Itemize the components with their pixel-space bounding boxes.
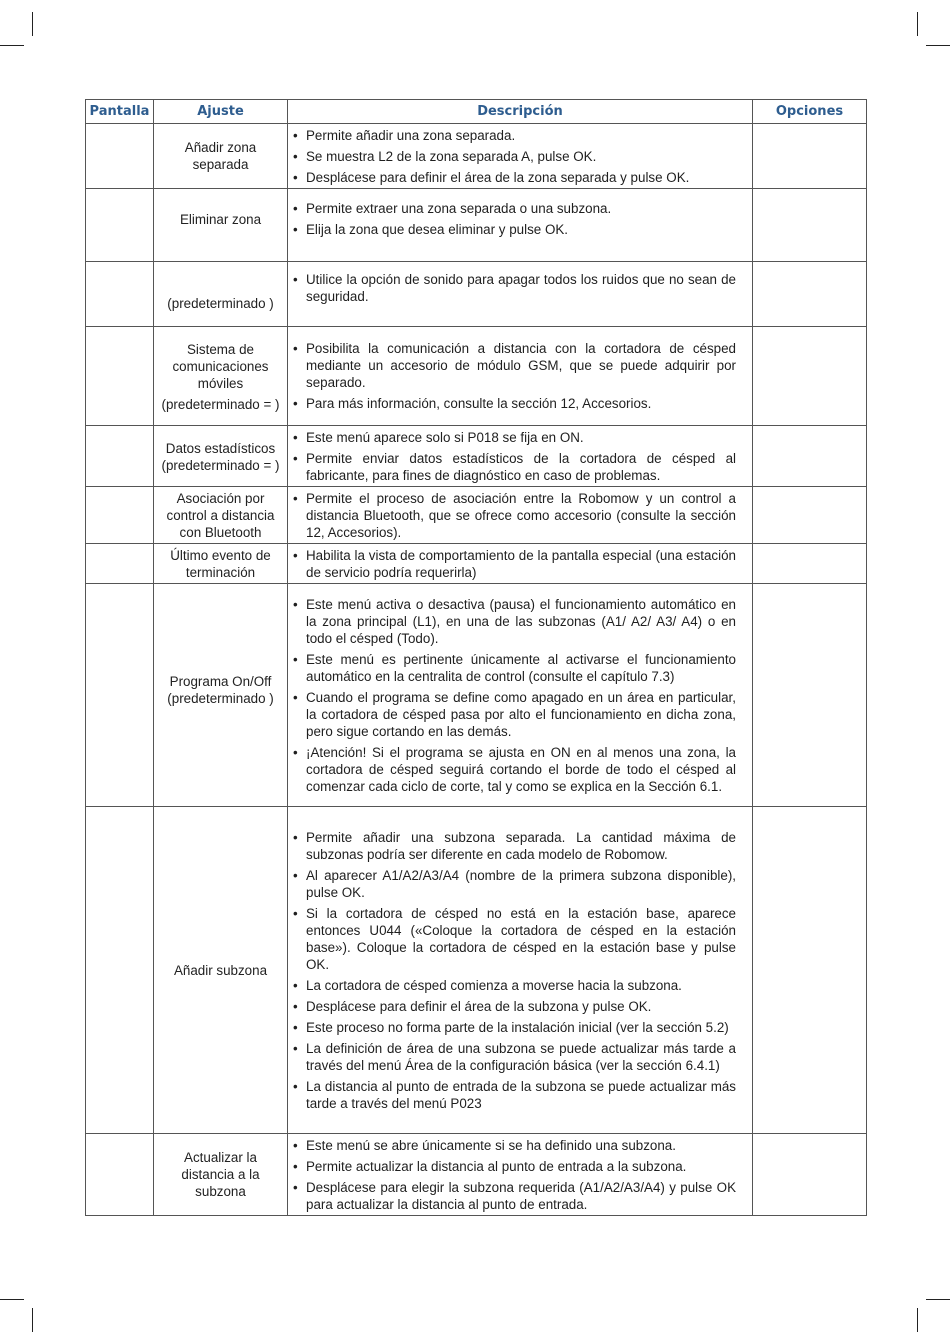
description-bullet: • Desplácese para definir el área de la zona separada y pulse OK. xyxy=(293,169,736,186)
description-bullet: • La cortadora de césped comienza a moverse hacia la subzona. xyxy=(293,977,736,994)
description-bullet: • Utilice la opción de sonido para apagar todos los ruidos que no sean de seguridad. xyxy=(293,271,736,305)
settings-table xyxy=(85,99,867,1216)
descripcion-cell xyxy=(288,262,753,327)
crop-mark xyxy=(32,12,33,36)
descripcion-cell xyxy=(288,584,753,807)
opciones-cell xyxy=(753,124,867,189)
pantalla-cell xyxy=(86,327,154,426)
description-list xyxy=(293,829,736,1112)
ajuste-label: Añadir subzona xyxy=(173,962,268,978)
ajuste-label: Último evento de terminación xyxy=(170,547,271,580)
ajuste-cell xyxy=(154,124,288,189)
description-bullet: • Al aparecer A1/A2/A3/A4 (nombre de la primera subzona disponible), pulse OK. xyxy=(293,867,736,901)
crop-mark xyxy=(926,45,950,46)
opciones-cell xyxy=(753,262,867,327)
opciones-cell xyxy=(753,1134,867,1216)
ajuste-cell xyxy=(154,426,288,487)
opciones-cell xyxy=(753,327,867,426)
table-body xyxy=(86,124,867,1216)
ajuste-cell xyxy=(154,544,288,584)
description-bullet: • Desplácese para elegir la subzona requerida (A1/A2/A3/A4) y pulse OK para actualizar la distancia al punto de entrada. xyxy=(293,1179,736,1213)
pantalla-cell xyxy=(86,544,154,584)
description-list xyxy=(293,429,736,484)
crop-mark xyxy=(0,1299,24,1300)
ajuste-cell xyxy=(154,1134,288,1216)
opciones-cell xyxy=(753,189,867,262)
crop-mark xyxy=(917,1308,918,1332)
description-bullet: • La definición de área de una subzona se puede actualizar más tarde a través del menú Área de la configuración básica (ver la sección 6.4.1) xyxy=(293,1040,736,1074)
pantalla-cell xyxy=(86,426,154,487)
ajuste-cell xyxy=(154,327,288,426)
header-pantalla: Pantalla xyxy=(86,100,154,124)
ajuste-cell xyxy=(154,189,288,262)
opciones-cell xyxy=(753,807,867,1134)
description-list xyxy=(293,340,736,412)
table-row xyxy=(86,807,867,1134)
ajuste-label: Sistema de comunicaciones móviles xyxy=(172,342,269,391)
ajuste-label: Datos estadísticos (predeterminado = ) xyxy=(161,440,280,473)
ajuste-cell xyxy=(154,262,288,327)
description-bullet: • Para más información, consulte la sección 12, Accesorios. xyxy=(293,395,736,412)
description-bullet: • Este menú activa o desactiva (pausa) el funcionamiento automático en la zona principal (L1), en una de las subzonas (A1/ A2/ A3/ A4) o en todo el césped (Todo). xyxy=(293,596,736,647)
pantalla-cell xyxy=(86,1134,154,1216)
description-list xyxy=(293,1137,736,1213)
table-row xyxy=(86,124,867,189)
table-row xyxy=(86,327,867,426)
description-bullet: • Permite el proceso de asociación entre la Robomow y un control a distancia Bluetooth, que se ofrece como accesorio (consulte la sección 12, Accesorios). xyxy=(293,490,736,541)
pantalla-cell xyxy=(86,262,154,327)
opciones-cell xyxy=(753,584,867,807)
description-bullet: • Elija la zona que desea eliminar y pulse OK. xyxy=(293,221,736,238)
opciones-cell xyxy=(753,544,867,584)
description-bullet: • Cuando el programa se define como apagado en un área en particular, la cortadora de césped pasa por alto el funcionamiento en dicha zona, pero sigue cortando en las demás. xyxy=(293,689,736,740)
description-list xyxy=(293,200,736,238)
description-bullet: • Permite añadir una subzona separada. La cantidad máxima de subzonas podría ser diferente en cada modelo de Robomow. xyxy=(293,829,736,863)
descripcion-cell xyxy=(288,1134,753,1216)
description-bullet: • Habilita la vista de comportamiento de la pantalla especial (una estación de servicio podría requerirla) xyxy=(293,547,736,581)
ajuste-label: (predeterminado = ) xyxy=(161,397,280,412)
ajuste-label: Programa On/Off (predeterminado ) xyxy=(167,674,274,706)
description-bullet: • Se muestra L2 de la zona separada A, pulse OK. xyxy=(293,148,736,165)
description-list xyxy=(293,547,736,581)
pantalla-cell xyxy=(86,124,154,189)
ajuste-cell xyxy=(154,584,288,807)
description-bullet: • Permite extraer una zona separada o una subzona. xyxy=(293,200,736,217)
description-bullet: • La distancia al punto de entrada de la subzona se puede actualizar más tarde a través del menú P023 xyxy=(293,1078,736,1112)
ajuste-label: Eliminar zona xyxy=(179,211,262,227)
description-bullet: • Si la cortadora de césped no está en la estación base, aparece entonces U044 («Coloque la cortadora de césped en la estación base»). Coloque la cortadora de césped en la estación base y pulse OK. xyxy=(293,905,736,973)
crop-mark xyxy=(32,1308,33,1332)
descripcion-cell xyxy=(288,327,753,426)
description-bullet: • Este proceso no forma parte de la instalación inicial (ver la sección 5.2) xyxy=(293,1019,736,1036)
descripcion-cell xyxy=(288,124,753,189)
table-row xyxy=(86,487,867,544)
ajuste-cell xyxy=(154,807,288,1134)
description-list xyxy=(293,271,736,305)
table-row xyxy=(86,189,867,262)
ajuste-cell xyxy=(154,487,288,544)
table-row xyxy=(86,426,867,487)
ajuste-label: (predeterminado ) xyxy=(167,295,274,311)
description-bullet: • Posibilita la comunicación a distancia con la cortadora de césped mediante un accesorio de módulo GSM, que se puede adquirir por separado. xyxy=(293,340,736,391)
description-bullet: • Permite enviar datos estadísticos de la cortadora de césped al fabricante, para fines de diagnóstico en caso de problemas. xyxy=(293,450,736,484)
descripcion-cell xyxy=(288,426,753,487)
description-bullet: • Permite actualizar la distancia al punto de entrada a la subzona. xyxy=(293,1158,736,1175)
description-list xyxy=(293,127,736,186)
ajuste-label: Actualizar la distancia a la subzona xyxy=(181,1150,260,1199)
descripcion-cell xyxy=(288,544,753,584)
descripcion-cell xyxy=(288,487,753,544)
ajuste-label: Asociación por control a distancia con Bluetooth xyxy=(166,490,275,540)
crop-mark xyxy=(0,45,24,46)
description-bullet: • Este menú se abre únicamente si se ha definido una subzona. xyxy=(293,1137,736,1154)
description-bullet: • Permite añadir una zona separada. xyxy=(293,127,736,144)
table-header-row xyxy=(86,100,867,124)
table-row xyxy=(86,544,867,584)
header-ajuste: Ajuste xyxy=(154,100,288,124)
pantalla-cell xyxy=(86,584,154,807)
pantalla-cell xyxy=(86,189,154,262)
description-list xyxy=(293,490,736,541)
crop-mark xyxy=(926,1299,950,1300)
description-bullet: • Este menú es pertinente únicamente al activarse el funcionamiento automático en la centralita de control (consulte el capítulo 7.3) xyxy=(293,651,736,685)
pantalla-cell xyxy=(86,807,154,1134)
ajuste-label: Añadir zona separada xyxy=(184,140,257,172)
header-descripcion: Descripción xyxy=(288,100,753,124)
description-bullet: • Este menú aparece solo si P018 se fija en ON. xyxy=(293,429,736,446)
description-list xyxy=(293,596,736,795)
header-opciones: Opciones xyxy=(753,100,867,124)
descripcion-cell xyxy=(288,807,753,1134)
opciones-cell xyxy=(753,426,867,487)
crop-mark xyxy=(917,12,918,36)
pantalla-cell xyxy=(86,487,154,544)
description-bullet: • ¡Atención! Si el programa se ajusta en ON en al menos una zona, la cortadora de césped seguirá cortando el borde de todo el césped al comenzar cada ciclo de corte, tal y como se explica en la Sección 6.1. xyxy=(293,744,736,795)
description-bullet: • Desplácese para definir el área de la subzona y pulse OK. xyxy=(293,998,736,1015)
table-row xyxy=(86,262,867,327)
opciones-cell xyxy=(753,487,867,544)
table-row xyxy=(86,584,867,807)
table-row xyxy=(86,1134,867,1216)
descripcion-cell xyxy=(288,189,753,262)
